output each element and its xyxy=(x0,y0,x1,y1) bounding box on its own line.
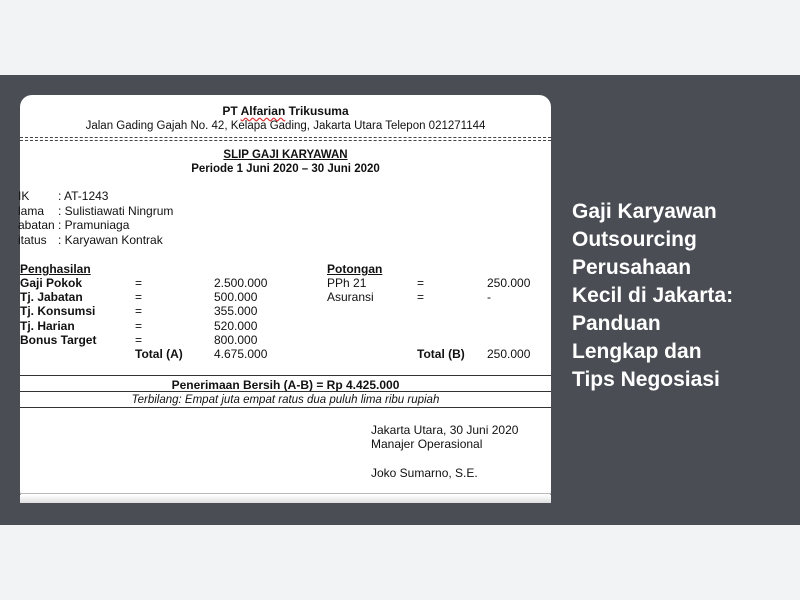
income-label: Gaji Pokok xyxy=(20,276,83,290)
headline-line: Gaji Karyawan xyxy=(572,200,717,223)
info-label: IK xyxy=(18,189,30,203)
deduction-header: Potongan xyxy=(327,262,383,276)
info-value: : Karyawan Kontrak xyxy=(58,233,163,247)
income-value: 800.000 xyxy=(214,333,258,347)
info-label: abatan xyxy=(18,218,55,232)
income-eq: = xyxy=(135,333,143,347)
deduction-eq: = xyxy=(417,290,425,304)
info-label: lama xyxy=(18,204,45,218)
divider xyxy=(20,493,551,494)
income-eq: = xyxy=(135,276,143,290)
income-label: Tj. Jabatan xyxy=(20,290,83,304)
income-eq: = xyxy=(135,304,143,318)
slip-title: SLIP GAJI KARYAWAN xyxy=(223,149,348,161)
deduction-value: 250.000 xyxy=(487,276,531,290)
company-name: PT Alfarian Trikusuma xyxy=(222,104,349,118)
headline-line: Perusahaan xyxy=(572,256,692,279)
income-label: Bonus Target xyxy=(20,333,97,347)
sign-place-date: Jakarta Utara, 30 Juni 2020 xyxy=(371,423,519,437)
deduction-label: PPh 21 xyxy=(327,276,367,290)
sign-name: Joko Sumarno, S.E. xyxy=(371,466,478,480)
article-headline xyxy=(572,198,787,394)
net-pay-spelled: Terbilang: Empat juta empat ratus dua puluh lima ribu rupiah xyxy=(131,394,440,406)
headline-line: Kecil di Jakarta: xyxy=(572,284,734,307)
income-label: Tj. Konsumsi xyxy=(20,304,96,318)
net-pay: Penerimaan Bersih (A-B) = Rp 4.425.000 xyxy=(171,378,400,392)
income-label: Tj. Harian xyxy=(20,319,75,333)
headline-line: Outsourcing xyxy=(572,228,697,251)
divider xyxy=(20,140,551,141)
sign-role: Manajer Operasional xyxy=(371,437,483,451)
divider xyxy=(20,407,551,408)
payslip-image xyxy=(20,95,551,503)
income-eq: = xyxy=(135,290,143,304)
headline-line: Panduan xyxy=(572,312,661,335)
deduction-total-label: Total (B) xyxy=(417,347,465,361)
info-value: : AT-1243 xyxy=(58,189,109,203)
deduction-value: - xyxy=(487,290,491,304)
headline-line: Lengkap dan xyxy=(572,340,702,363)
divider xyxy=(20,375,551,376)
income-value: 500.000 xyxy=(214,290,258,304)
info-value: : Pramuniaga xyxy=(58,218,130,232)
income-total-label: Total (A) xyxy=(135,347,183,361)
income-header: Penghasilan xyxy=(20,262,91,276)
headline-line: Tips Negosiasi xyxy=(572,368,720,391)
info-value: : Sulistiawati Ningrum xyxy=(58,204,174,218)
income-total-value: 4.675.000 xyxy=(214,347,268,361)
income-value: 520.000 xyxy=(214,319,258,333)
company-address: Jalan Gading Gajah No. 42, Kelapa Gading, Jakarta Utara Telepon 021271144 xyxy=(85,120,486,132)
deduction-total-value: 250.000 xyxy=(487,347,531,361)
divider xyxy=(20,137,551,138)
deduction-eq: = xyxy=(417,276,425,290)
slip-period: Periode 1 Juni 2020 – 30 Juni 2020 xyxy=(191,163,380,175)
income-eq: = xyxy=(135,319,143,333)
page-edge xyxy=(20,495,551,503)
income-value: 355.000 xyxy=(214,304,258,318)
divider xyxy=(20,391,551,392)
info-label: itatus xyxy=(18,233,47,247)
deduction-label: Asuransi xyxy=(327,290,374,304)
income-value: 2.500.000 xyxy=(214,276,268,290)
